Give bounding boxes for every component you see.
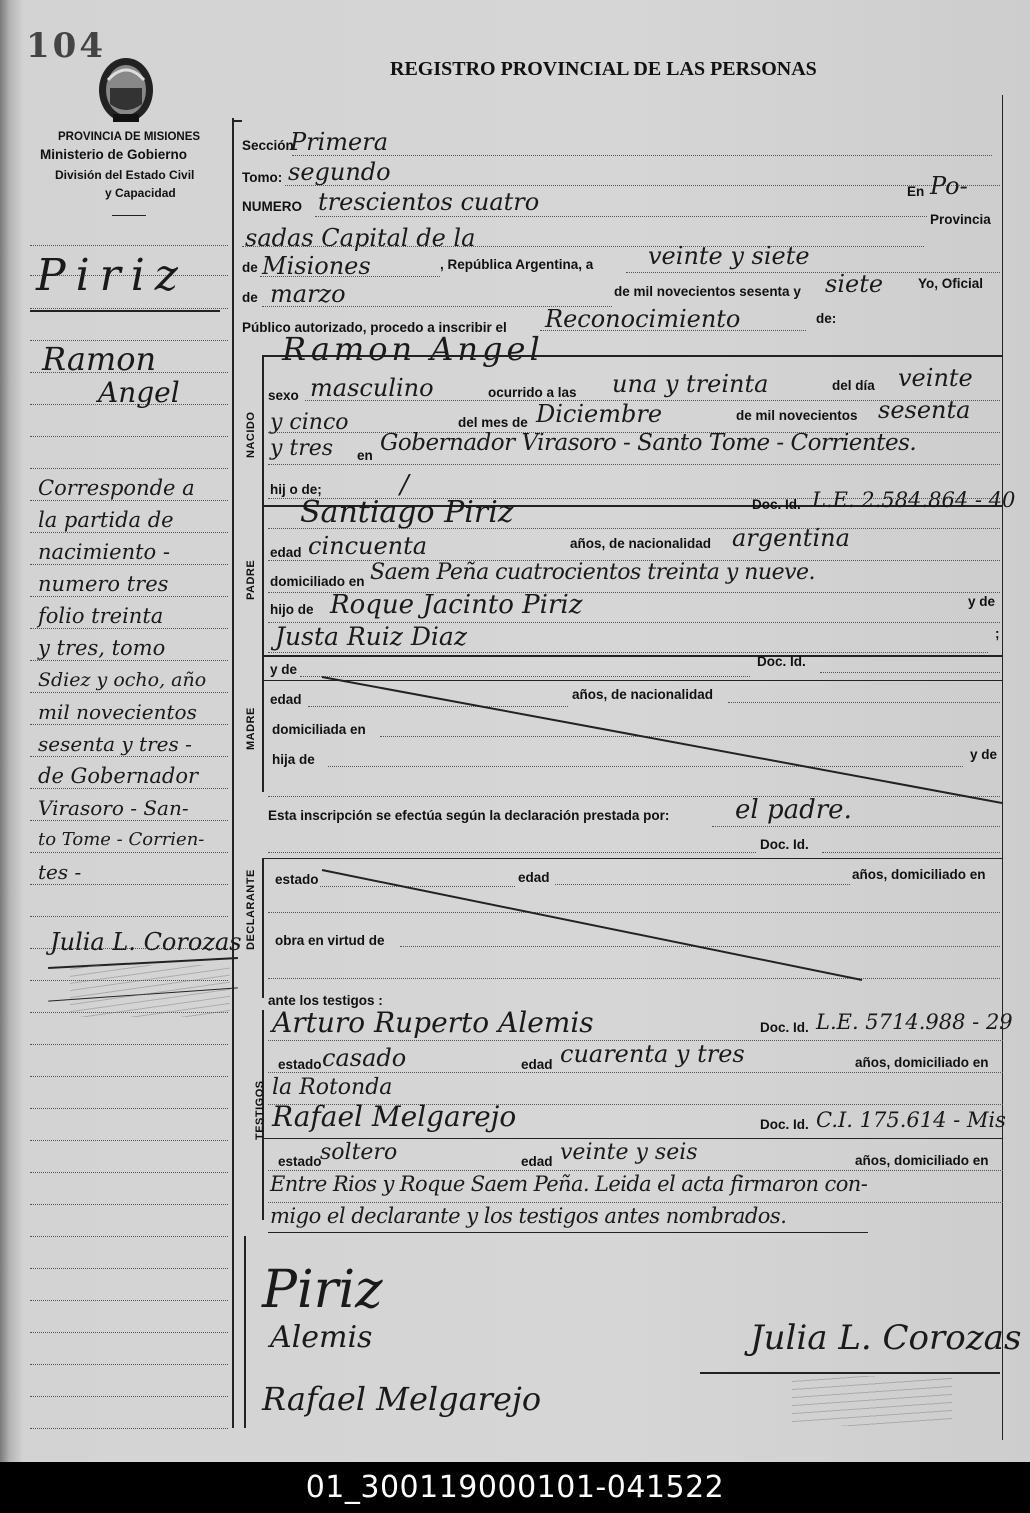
testigo1-edad-value: cuarenta y tres	[560, 1040, 745, 1068]
declarante-edad-label: edad	[518, 870, 550, 885]
en-place-label: en	[357, 448, 373, 463]
republica-label: , República Argentina, a	[440, 257, 594, 272]
birth-place-value: Gobernador Virasoro - Santo Tome - Corrientes.	[380, 430, 917, 456]
testigo1-doc-label: Doc. Id.	[760, 1020, 809, 1035]
section-madre: MADRE	[245, 707, 257, 750]
dia-continued: y cinco	[270, 410, 349, 435]
coat-of-arms-icon	[96, 52, 156, 128]
madre-dom-label: domiciliada en	[272, 722, 366, 737]
date-day-value: veinte y siete	[648, 242, 810, 270]
margin-signature: Julia L. Corozas	[50, 928, 242, 956]
month-value: marzo	[270, 280, 346, 308]
province-name: PROVINCIA DE MISIONES	[58, 131, 201, 143]
declarante-anios-label: años, domiciliado en	[852, 867, 986, 882]
testigo1-estado-value: casado	[322, 1044, 407, 1072]
testigo2-doc-label: Doc. Id.	[760, 1117, 809, 1132]
signature-alemis: Alemis	[270, 1320, 373, 1355]
testigo1-edad-label: edad	[521, 1057, 553, 1072]
padre-dom-label: domiciliado en	[270, 574, 365, 589]
child-name: Ramon Angel	[282, 330, 544, 368]
hora-value: una y treinta	[612, 370, 769, 398]
declarante-estado-label: estado	[275, 872, 319, 887]
testigo1-anios-label: años, domiciliado en	[855, 1055, 989, 1070]
closing-text: migo el declarante y los testigos antes nombrados.	[270, 1204, 787, 1228]
padre-nac-label: años, de nacionalidad	[570, 536, 712, 551]
anio-value: sesenta	[878, 396, 971, 424]
section-declarante: DECLARANTE	[245, 869, 257, 950]
sexo-value: masculino	[310, 374, 434, 402]
mes-value: Diciembre	[536, 400, 663, 428]
de-colon-label: de:	[816, 311, 837, 326]
testigo2-edad-value: veinte y seis	[560, 1140, 698, 1165]
padre-hijo-label: hijo de	[270, 602, 314, 617]
year-value: siete	[825, 270, 884, 298]
act-value: Reconocimiento	[545, 305, 741, 333]
section-padre: PADRE	[245, 559, 257, 600]
section-nacido: NACIDO	[245, 411, 257, 458]
testigo1-dom-value: la Rotonda	[272, 1075, 393, 1100]
margin-surname: Piriz	[36, 250, 188, 301]
padre-hijo-value: Roque Jacinto Piriz	[330, 590, 583, 620]
signature-melgarejo: Rafael Melgarejo	[262, 1380, 542, 1418]
madre-yde-label: y de	[270, 662, 298, 677]
sexo-label: sexo	[268, 388, 299, 403]
numero-label: NUMERO	[242, 199, 302, 214]
en-value: Po-	[930, 172, 968, 200]
mes-label: del mes de	[458, 415, 528, 430]
yo-oficial-label: Yo, Oficial	[918, 276, 984, 291]
tomo-label: Tomo:	[242, 170, 283, 185]
testigo2-edad-label: edad	[521, 1154, 553, 1169]
province-de-label: de	[242, 260, 258, 275]
numero-value: trescientos cuatro	[318, 188, 540, 216]
padre-dom-value: Saem Peña cuatrocientos treinta y nueve.	[370, 560, 816, 585]
testigo1-doc-value: L.E. 5714.988 - 29	[816, 1010, 1013, 1034]
margin-given-name-2: Angel	[98, 376, 180, 409]
month-label: de	[242, 290, 258, 305]
margin-given-name-1: Ramon	[42, 340, 157, 378]
tomo-value: segundo	[288, 158, 391, 186]
madre-yde2-label: y de	[970, 747, 998, 762]
year-label: de mil novecientos sesenta y	[614, 284, 801, 299]
en-label: En	[907, 184, 925, 199]
page-number: 104	[26, 26, 106, 66]
testigo2-doc-value: C.I. 175.614 - Mis	[816, 1108, 1006, 1132]
place-continued: sadas Capital de la	[245, 224, 476, 252]
madre-nac-label: años, de nacionalidad	[572, 687, 714, 702]
testigo2-estado-value: soltero	[320, 1140, 398, 1165]
padre-yde-label: y de	[968, 594, 996, 609]
publico-label: Público autorizado, procedo a inscribir el	[242, 320, 507, 335]
hijo-de-label: hij o de;	[270, 482, 322, 497]
margin-stamp	[70, 965, 230, 1017]
testigo1-estado-label: estado	[278, 1057, 322, 1072]
declaracion-value: el padre.	[735, 795, 852, 825]
padre-edad-value: cincuenta	[308, 532, 428, 560]
ministry-name: Ministerio de Gobierno	[40, 147, 188, 162]
dia-value: veinte	[898, 364, 973, 392]
testigo2-name: Rafael Melgarejo	[272, 1100, 517, 1133]
signature-official: Julia L. Corozas	[750, 1318, 1022, 1358]
page-title: REGISTRO PROVINCIAL DE LAS PERSONAS	[390, 58, 817, 80]
padre-nac-value: argentina	[732, 524, 850, 552]
madre-strikethrough	[262, 655, 1002, 805]
signature-piriz: Piriz	[262, 1260, 383, 1320]
padre-doc-label: Doc. Id.	[752, 497, 801, 512]
province-value: Misiones	[262, 252, 371, 280]
declaracion-doc-label: Doc. Id.	[760, 837, 809, 852]
hijo-de-value: /	[400, 470, 409, 500]
ocurrido-label: ocurrido a las	[488, 385, 577, 400]
anio-continued: y tres	[270, 436, 334, 461]
seccion-label: Sección	[242, 138, 294, 153]
mil-label: de mil novecientos	[736, 408, 858, 423]
declarante-strikethrough	[262, 858, 1002, 998]
provincia-label: Provincia	[930, 212, 991, 227]
padre-madre-value: Justa Ruiz Diaz	[275, 622, 468, 651]
margin-note: Corresponde a la partida de nacimiento - numero tres folio treinta y tres, tomo Sdiez y ocho, año mil novecientos sesenta y tres - de Gobernador Virasoro - San- to Tome - Corrien- tes -	[38, 476, 207, 884]
division-name: División del Estado Civil	[55, 168, 195, 182]
declaracion-label: Esta inscripción se efectúa según la declaración prestada por:	[268, 808, 670, 823]
ante-testigos-label: ante los testigos :	[268, 993, 383, 1008]
seccion-value: Primera	[290, 128, 389, 156]
official-stamp	[792, 1376, 952, 1426]
dia-label: del día	[832, 378, 875, 393]
madre-edad-label: edad	[270, 692, 302, 707]
padre-name: Santiago Piriz	[300, 495, 514, 530]
madre-doc-label: Doc. Id.	[757, 654, 806, 669]
padre-doc-value: L.E. 2.584.864 - 40	[812, 488, 1016, 512]
testigo2-anios-label: años, domiciliado en	[855, 1153, 989, 1168]
padre-edad-label: edad	[270, 545, 302, 560]
image-identifier: 01_300119000101-041522	[0, 1462, 1030, 1513]
padre-semicolon: ;	[995, 626, 1000, 641]
declarante-obra-label: obra en virtud de	[275, 933, 385, 948]
testigo2-dom-value: Entre Rios y Roque Saem Peña. Leida el acta firmaron con-	[270, 1172, 868, 1196]
division-name-2: y Capacidad	[105, 186, 176, 200]
section-testigos: TESTIGOS	[254, 1080, 266, 1140]
madre-hija-label: hija de	[272, 752, 315, 767]
testigo1-name: Arturo Ruperto Alemis	[272, 1006, 594, 1039]
testigo2-estado-label: estado	[278, 1154, 322, 1169]
